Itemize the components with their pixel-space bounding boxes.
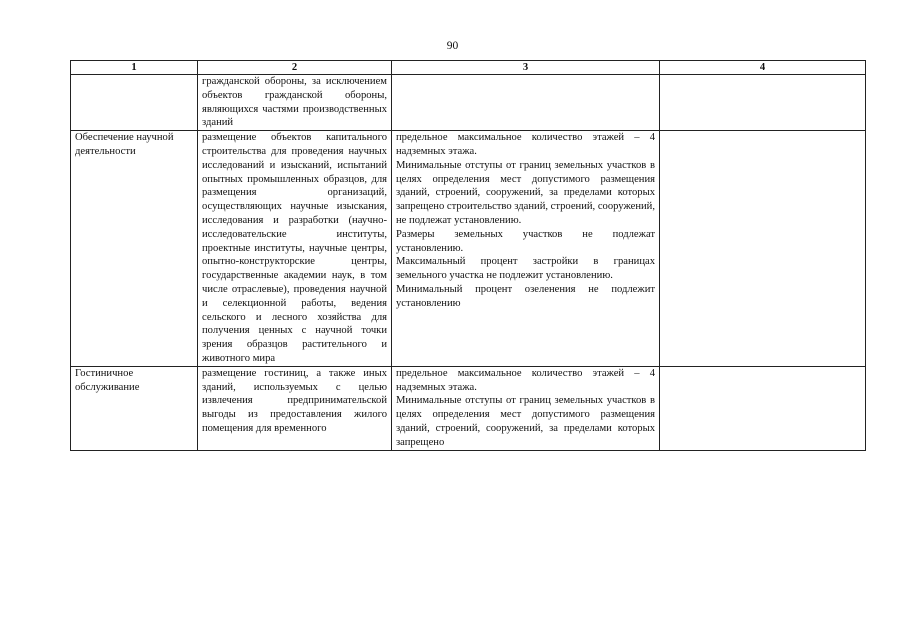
column-header-3: 3 — [392, 61, 660, 75]
page-number: 90 — [446, 40, 459, 52]
table-header-row — [71, 61, 866, 75]
land-use-description-cell: гражданской обороны, за исключением объектов гражданской обороны, являющихся частями производственных зданий — [198, 75, 392, 131]
land-use-description-cell: размещение объектов капитального строительства для проведения научных исследований и изысканий, испытаний опытных промышленных образцов, для размещения организаций, осуществляющих научные изыскания, исследования и разработки (научно-исследовательские институты, проектные институты, научные центры, опытно-конструкторские центры, государственные академии наук, в том числе отраслевые), проведения научной и селекционной работы, ведения сельского и лесного хозяйства для получения ценных с научной точки зрения образцов растительного и животного мира — [198, 131, 392, 367]
parameters-cell — [392, 366, 660, 450]
parameter-paragraph: Минимальный процент озеленения не подлежит установлению — [396, 283, 655, 309]
parameter-paragraph: предельное максимальное количество этажей – 4 надземных этажа. — [396, 132, 655, 157]
parameters-cell — [392, 75, 660, 131]
zoning-regulations-table — [70, 60, 866, 451]
land-use-description-cell: размещение гостиниц, а также иных зданий, используемых с целью извлечения предпринимательской выгоды из предоставления жилого помещения для временного — [198, 366, 392, 450]
restrictions-cell — [660, 75, 866, 131]
parameter-paragraph: Минимальные отступы от границ земельных участков в целях определения мест допустимого размещения зданий, строений, сооружений, за пределами которых запрещено строительство зданий, строений, сооружений, не подлежат установлению. — [396, 159, 655, 226]
restrictions-cell — [660, 131, 866, 367]
column-header-4: 4 — [660, 61, 866, 75]
land-use-type-cell: Обеспечение научной деятельности — [71, 131, 198, 367]
column-header-2: 2 — [198, 61, 392, 75]
parameter-paragraph: Минимальные отступы от границ земельных участков в целях определения мест допустимого размещения зданий, строений, сооружений, за пределами которых запрещено — [396, 395, 655, 448]
restrictions-cell — [660, 366, 866, 450]
parameter-paragraph: Размеры земельных участков не подлежат установлению. — [396, 228, 655, 254]
table-row — [71, 366, 866, 450]
parameter-paragraph: Максимальный процент застройки в границах земельного участка не подлежит установлению. — [396, 256, 655, 282]
parameters-cell — [392, 131, 660, 367]
land-use-type-cell — [71, 75, 198, 131]
parameter-paragraph: предельное максимальное количество этажей – 4 надземных этажа. — [396, 367, 655, 393]
land-use-type-cell: Гостиничное обслуживание — [71, 366, 198, 450]
table-row — [71, 131, 866, 367]
column-header-1: 1 — [71, 61, 198, 75]
table-row — [71, 75, 866, 131]
